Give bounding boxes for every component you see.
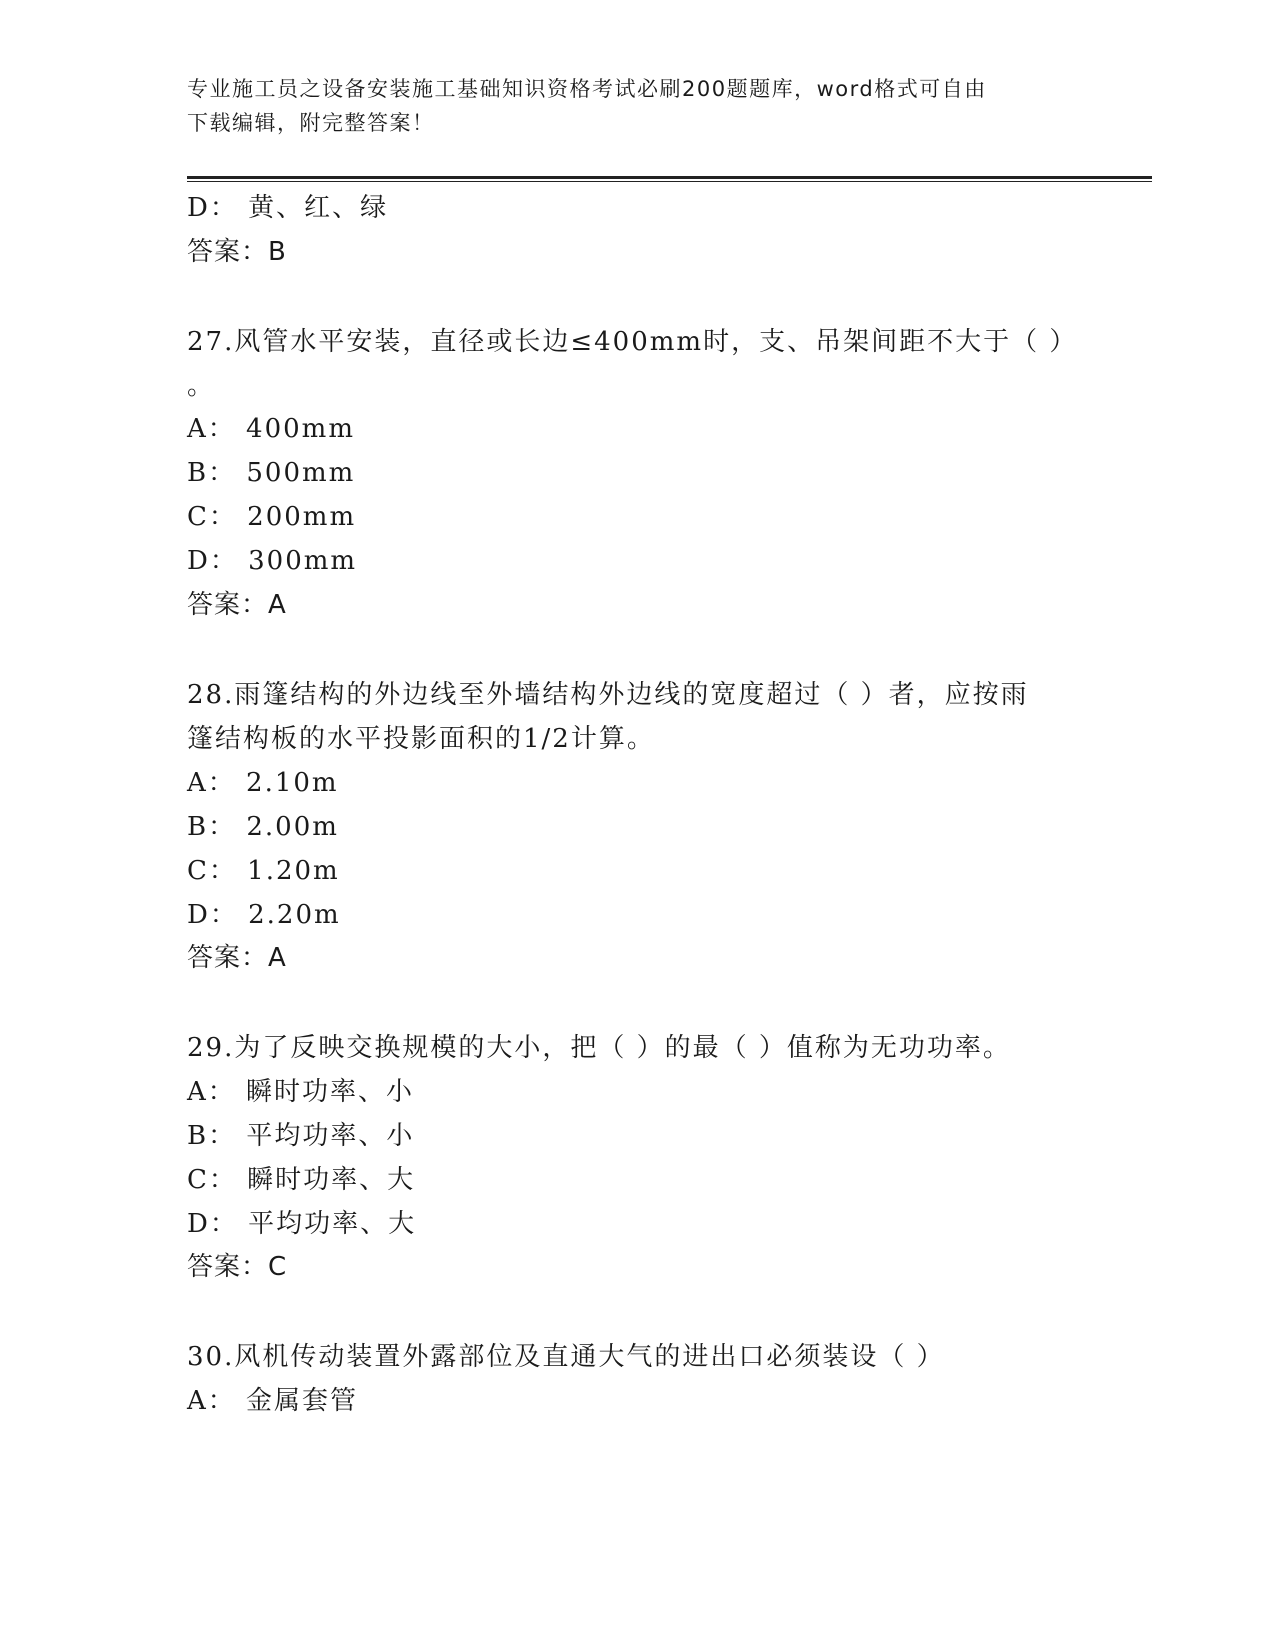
q27-stem-line1: 27.风管水平安装，直径或长边≤400mm时，支、吊架间距不大于（ ） (187, 327, 1078, 357)
q28-option-b: B： 2.00m (187, 812, 339, 842)
q27-answer: 答案：A (187, 590, 287, 620)
q29-answer: 答案：C (187, 1252, 288, 1282)
q27-option-d: D： 300mm (187, 546, 358, 576)
header-title-line1: 专业施工员之设备安装施工基础知识资格考试必刷200题题库，word格式可自由 (187, 77, 987, 101)
q28-answer: 答案：A (187, 943, 287, 973)
q28-option-d: D： 2.20m (187, 900, 341, 930)
q28-option-c: C： 1.20m (187, 856, 340, 886)
q27-option-b: B： 500mm (187, 458, 356, 488)
header-title-line2: 下载编辑，附完整答案！ (187, 111, 435, 135)
q30-option-a: A： 金属套管 (187, 1386, 359, 1416)
q29-option-a: A： 瞬时功率、小 (187, 1077, 415, 1107)
prev-answer: 答案：B (187, 237, 287, 267)
q29-option-c: C： 瞬时功率、大 (187, 1165, 416, 1195)
q29-option-d: D： 平均功率、大 (187, 1209, 417, 1239)
header-rule-thick (187, 176, 1152, 179)
q28-option-a: A： 2.10m (187, 768, 339, 798)
q28-stem-line2: 篷结构板的水平投影面积的1/2计算。 (187, 724, 655, 754)
q29-stem-line1: 29.为了反映交换规模的大小，把（ ）的最（ ）值称为无功功率。 (187, 1033, 1011, 1063)
document-header (187, 72, 1067, 140)
prev-option-d: D： 黄、红、绿 (187, 193, 389, 223)
header-rule-thin (187, 181, 1152, 182)
q27-stem-line2: 。 (187, 371, 216, 401)
q30-stem-line1: 30.风机传动装置外露部位及直通大气的进出口必须装设（ ） (187, 1342, 945, 1372)
q27-option-a: A： 400mm (187, 414, 355, 444)
q28-stem-line1: 28.雨篷结构的外边线至外墙结构外边线的宽度超过（ ）者，应按雨 (187, 680, 1029, 710)
q27-option-c: C： 200mm (187, 502, 357, 532)
q29-option-b: B： 平均功率、小 (187, 1121, 415, 1151)
